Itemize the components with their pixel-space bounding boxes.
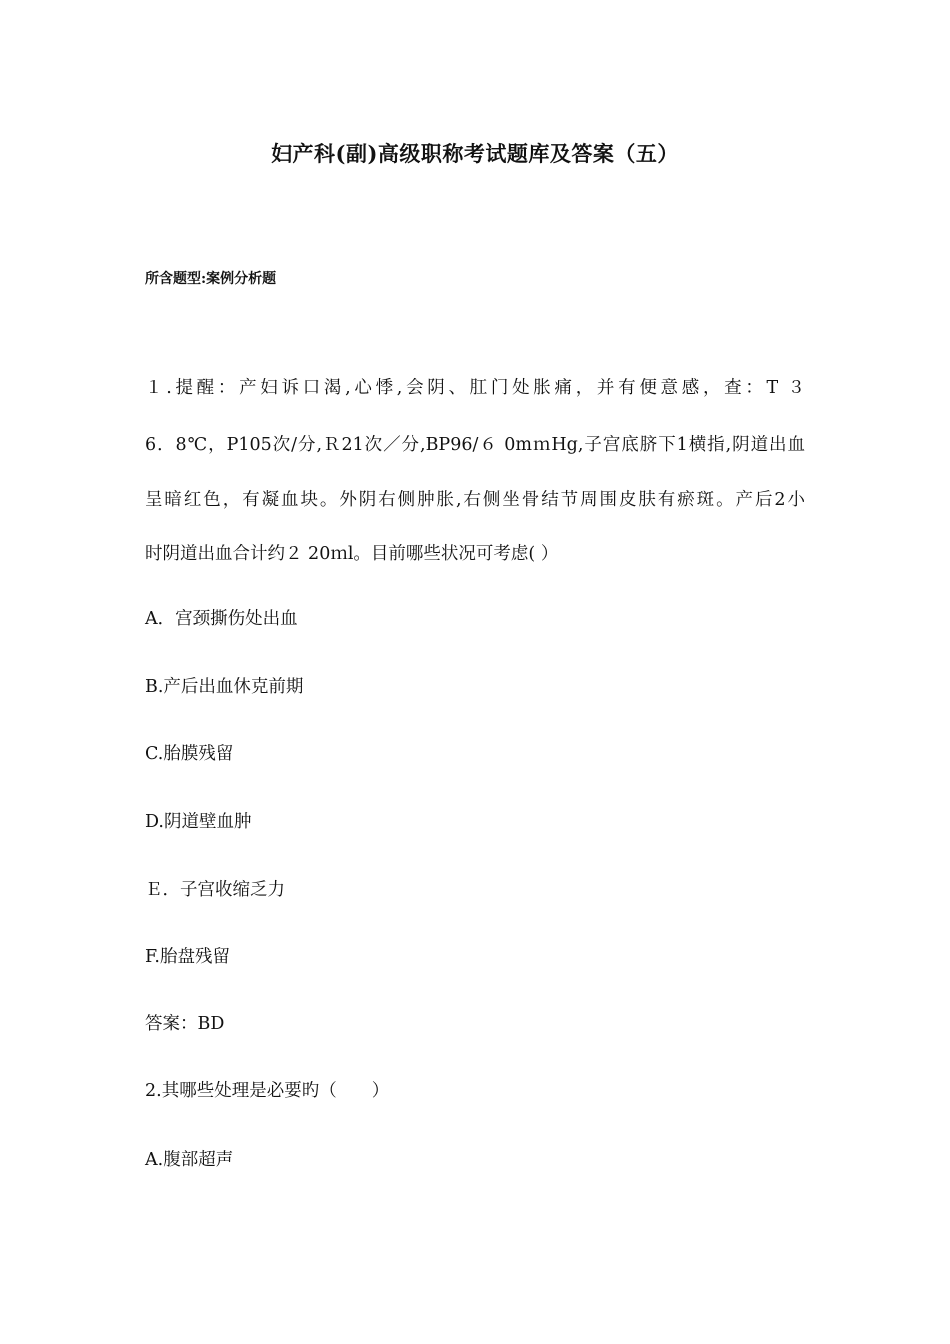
question-1-stem-line-2: 6．8℃，P105次/分,Ｒ21次／分,BP96/６ 0mｍHg,子宫底脐下1横指,阴道出血 — [145, 435, 805, 455]
question-1-stem-line-4: 时阴道出血合计约２ 20ｍl。目前哪些状况可考虑( ） — [145, 544, 559, 564]
question-1-option-b: B.产后出血休克前期 — [145, 677, 304, 697]
document-title: 妇产科(副)高级职称考试题库及答案（五） — [271, 141, 679, 166]
question-1-answer: 答案：BD — [145, 1014, 225, 1034]
question-1-option-f: F.胎盘残留 — [145, 947, 230, 967]
question-1-option-d: D.阴道壁血肿 — [145, 812, 252, 832]
question-1-stem-line-3: 呈暗红色，有凝血块。外阴右侧肿胀,右侧坐骨结节周围皮肤有瘀斑。产后2小 — [145, 490, 805, 510]
question-2-stem: 2.其哪些处理是必要旳（ ） — [145, 1081, 390, 1101]
question-1-option-c: C.胎膜残留 — [145, 744, 234, 764]
question-type-label: 所含题型:案例分析题 — [145, 271, 277, 287]
question-1-option-e: Ｅ．子宫收缩乏力 — [145, 880, 285, 900]
question-1-stem-line-1: １.提醒：产妇诉口渴,心悸,会阴、肛门处胀痛，并有便意感，查：T ３ — [145, 378, 805, 398]
question-2-option-a: A.腹部超声 — [145, 1150, 234, 1170]
question-1-option-a: A．宫颈撕伤处出血 — [145, 609, 298, 629]
